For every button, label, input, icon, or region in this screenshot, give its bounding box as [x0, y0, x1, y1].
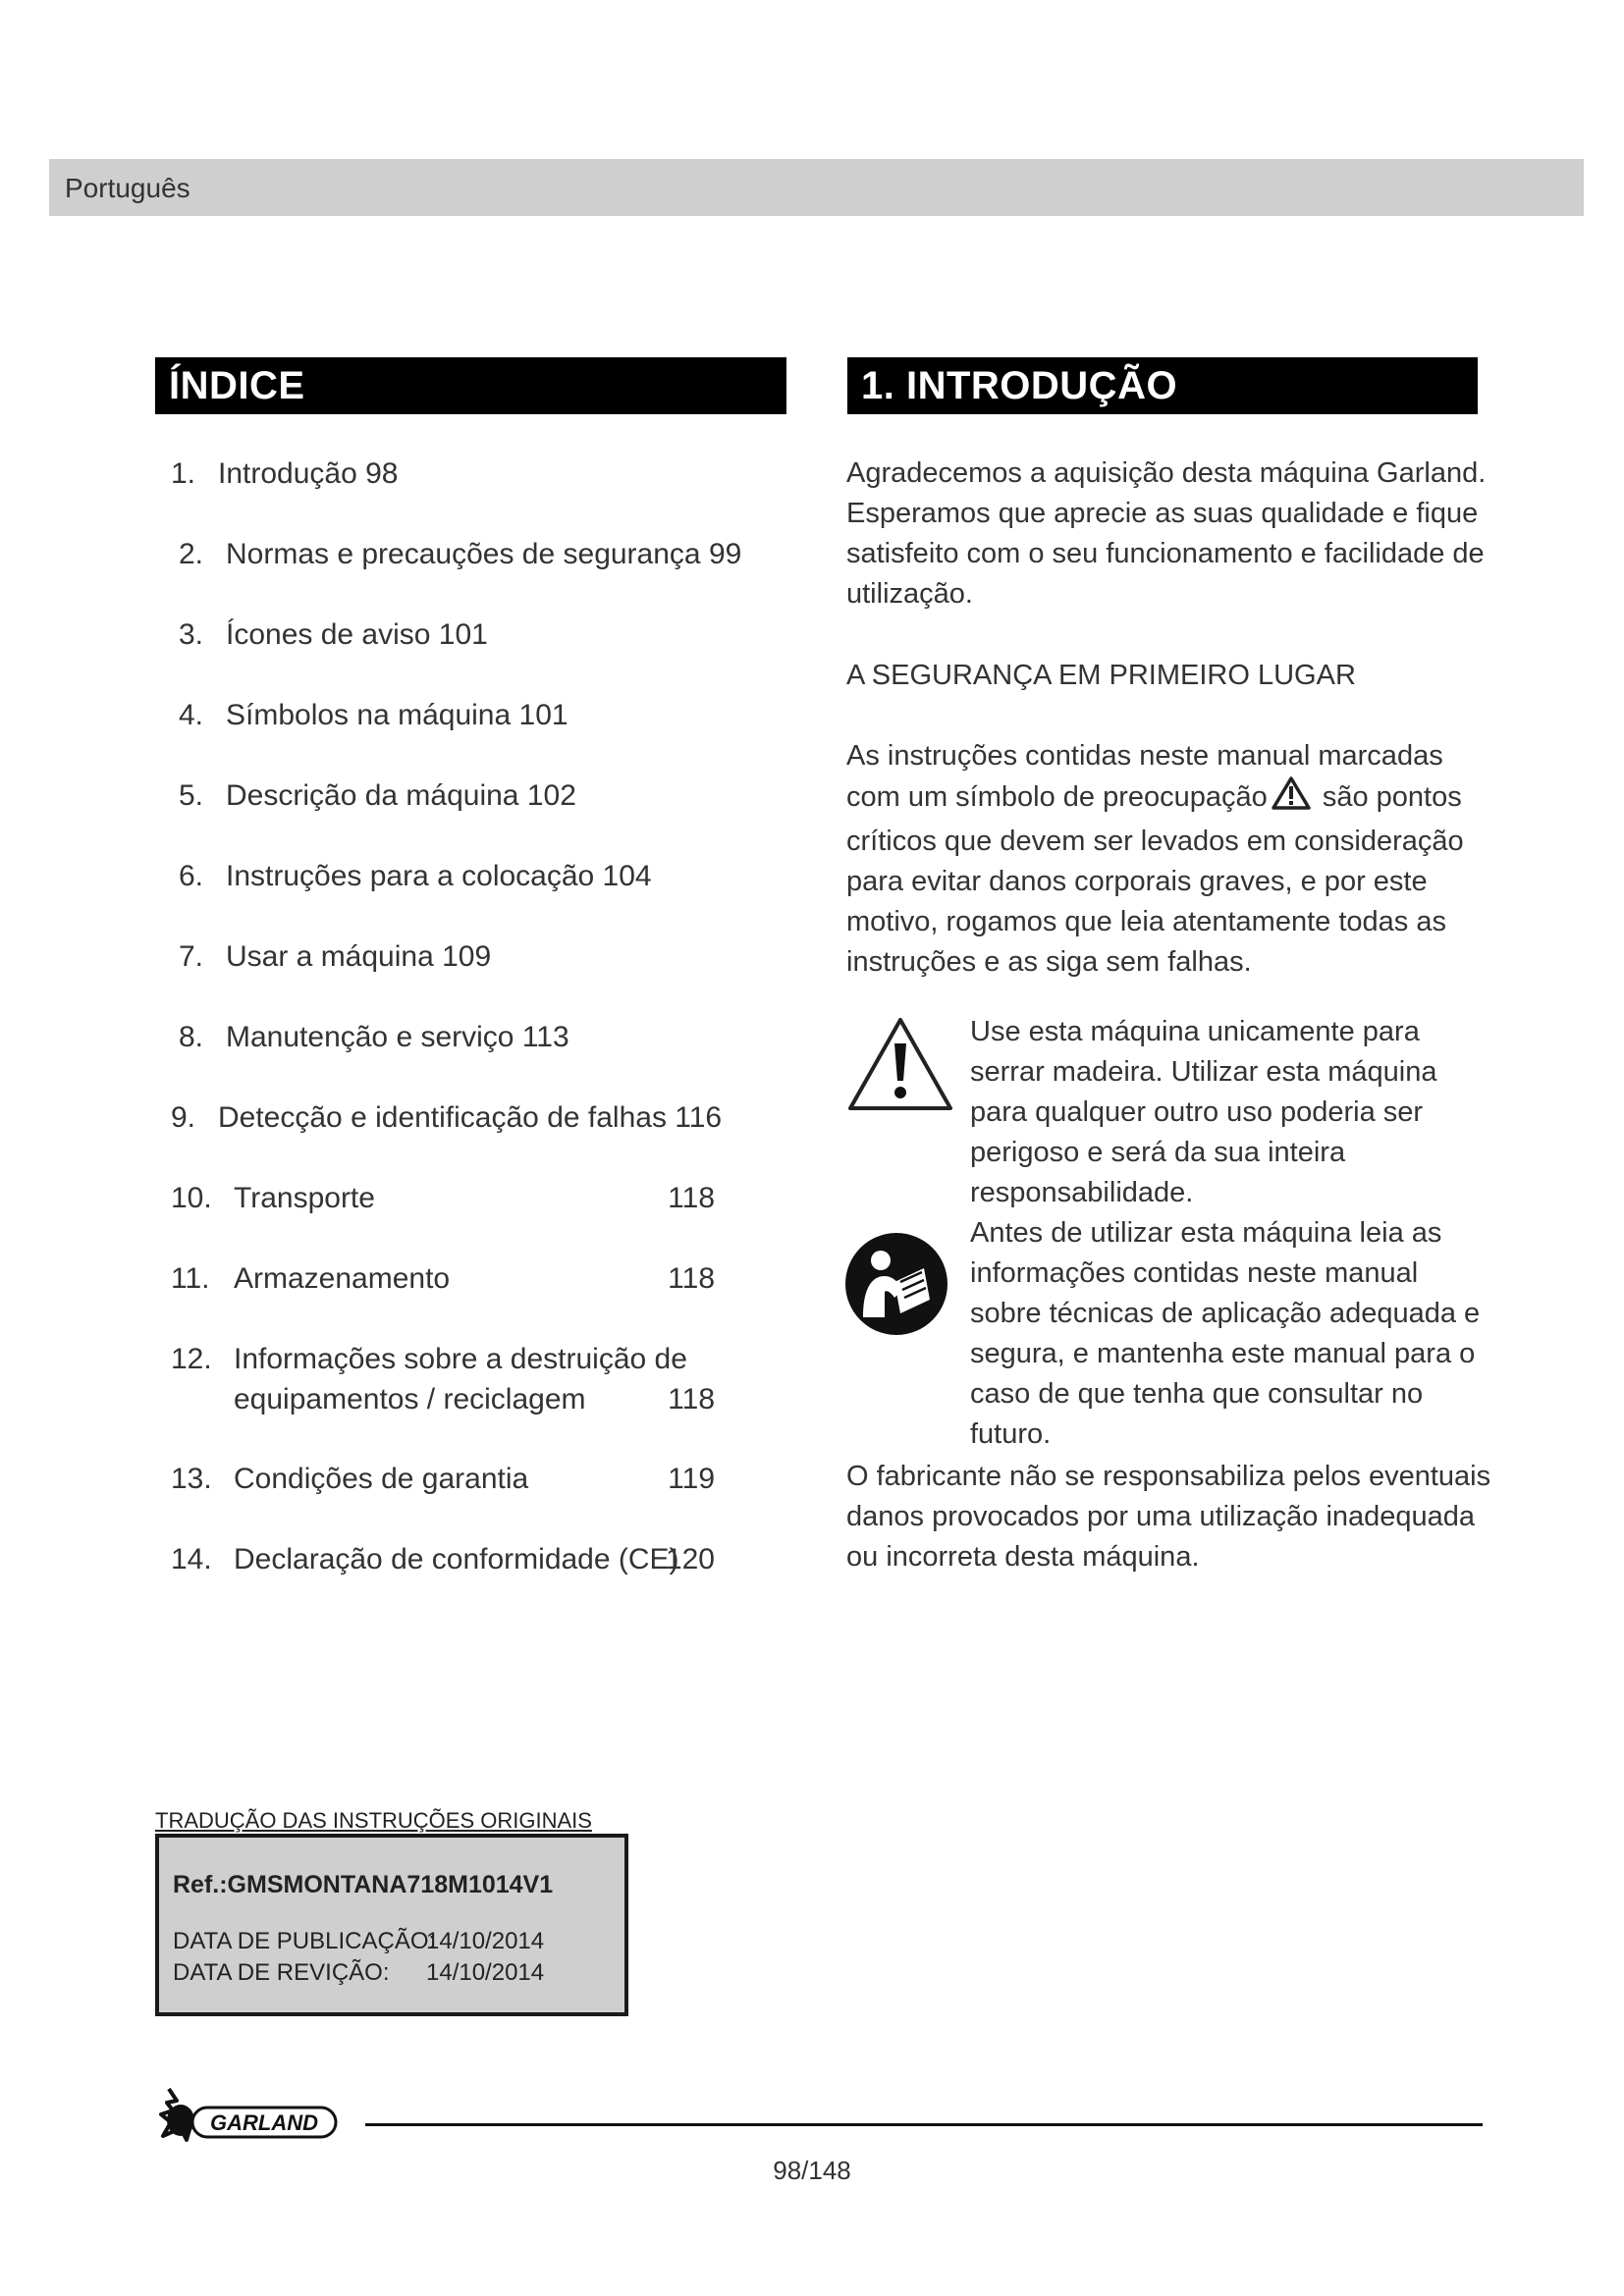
toc-title: Detecção e identificação de falhas 116 — [218, 1101, 723, 1134]
garland-logo — [155, 2081, 342, 2155]
toc-title: Transporte — [234, 1182, 375, 1214]
svg-text:GARLAND: GARLAND — [210, 2110, 318, 2135]
publication-date-value: 14/10/2014 — [426, 1928, 545, 1954]
toc-title: Manutenção e serviço 113 — [226, 1021, 569, 1053]
toc-number: 11. — [171, 1262, 210, 1295]
publication-date-label: DATA DE PUBLICAÇÃO: — [173, 1928, 436, 1954]
toc-page: 118 — [668, 1383, 715, 1415]
safety-paragraph — [846, 736, 1494, 983]
toc-title: Normas e precauções de segurança 99 — [226, 538, 742, 570]
language-label: Português — [65, 173, 190, 203]
revision-date-value: 14/10/2014 — [426, 1959, 545, 1986]
toc-number: 14. — [171, 1543, 212, 1575]
warning-text: Use esta máquina unicamente para serrar madeira. Utilizar esta máquina para qualquer outro uso poderia ser perigoso e será da sua inteira responsabilidade. — [970, 1016, 1437, 1208]
safety-text-b: são pontos críticos que devem ser levados em consideração para evitar danos corporais graves, e por este motivo, rogamos que leia atentamente todas as instruções e as siga sem falhas. — [846, 781, 1464, 978]
toc-page: 118 — [668, 1262, 715, 1295]
toc-number: 9. — [171, 1101, 196, 1134]
toc-title-continued: equipamentos / reciclagem — [234, 1383, 586, 1415]
toc-number: 8. — [179, 1021, 204, 1053]
language-bar — [49, 159, 1584, 216]
safety-heading: A SEGURANÇA EM PRIMEIRO LUGAR — [846, 660, 1356, 691]
toc-title: Introdução 98 — [218, 457, 399, 490]
toc-page: 119 — [668, 1463, 715, 1495]
warning-triangle-icon — [1272, 776, 1311, 822]
toc-number: 12. — [171, 1343, 212, 1375]
toc-number: 4. — [179, 699, 204, 731]
toc-number: 7. — [179, 940, 204, 973]
toc-title: Armazenamento — [234, 1262, 451, 1295]
toc-title: Símbolos na máquina 101 — [226, 699, 568, 731]
toc-number: 1. — [171, 457, 196, 490]
toc-number: 6. — [179, 860, 204, 892]
page-number: 98/148 — [773, 2156, 851, 2185]
read-manual-text: Antes de utilizar esta máquina leia as informações contidas neste manual sobre técnicas de aplicação adequada e segura, e mantenha este manual para o caso de que tenha que consultar no futuro. — [970, 1217, 1481, 1450]
toc-page: 118 — [668, 1182, 715, 1214]
toc-title: Descrição da máquina 102 — [226, 779, 576, 812]
read-manual-icon — [843, 1231, 949, 1342]
toc-title: Usar a máquina 109 — [226, 940, 492, 973]
footer-rule — [365, 2123, 1483, 2126]
toc-title: Instruções para a colocação 104 — [226, 860, 652, 892]
toc-title: Ícones de aviso 101 — [226, 618, 488, 651]
toc-title: Informações sobre a destruição de — [234, 1343, 687, 1375]
reference-code: Ref.:GMSMONTANA718M1014V1 — [173, 1871, 554, 1898]
disclaimer-paragraph: O fabricante não se responsabiliza pelos eventuais danos provocados por uma utilização inadequada ou incorreta desta máquina. — [846, 1461, 1491, 1573]
revision-date-label: DATA DE REVIÇÃO: — [173, 1959, 390, 1986]
toc-number: 13. — [171, 1463, 212, 1495]
toc-title: Condições de garantia — [234, 1463, 529, 1495]
index-heading: ÍNDICE — [155, 357, 786, 414]
toc-title: Declaração de conformidade (CE) — [234, 1543, 679, 1575]
intro-paragraph — [846, 454, 1494, 614]
toc-number: 2. — [179, 538, 204, 570]
warning-triangle-icon — [846, 1016, 954, 1117]
toc-page: 120 — [665, 1543, 715, 1575]
reference-box — [155, 1834, 628, 2016]
intro-thanks: Agradecemos a aquisição desta máquina Garland. Esperamos que aprecie as suas qualidade e fique satisfeito com o seu funcionamento e facilidade de utilização. — [846, 457, 1487, 610]
safety-text-a: As instruções contidas neste manual marcadas com um símbolo de preocupação — [846, 740, 1443, 813]
intro-heading: 1. INTRODUÇÃO — [847, 357, 1478, 414]
toc-number: 5. — [179, 779, 204, 812]
translation-label: TRADUÇÃO DAS INSTRUÇÕES ORIGINAIS — [155, 1808, 592, 1833]
toc-number: 3. — [179, 618, 204, 651]
toc-number: 10. — [171, 1182, 212, 1214]
